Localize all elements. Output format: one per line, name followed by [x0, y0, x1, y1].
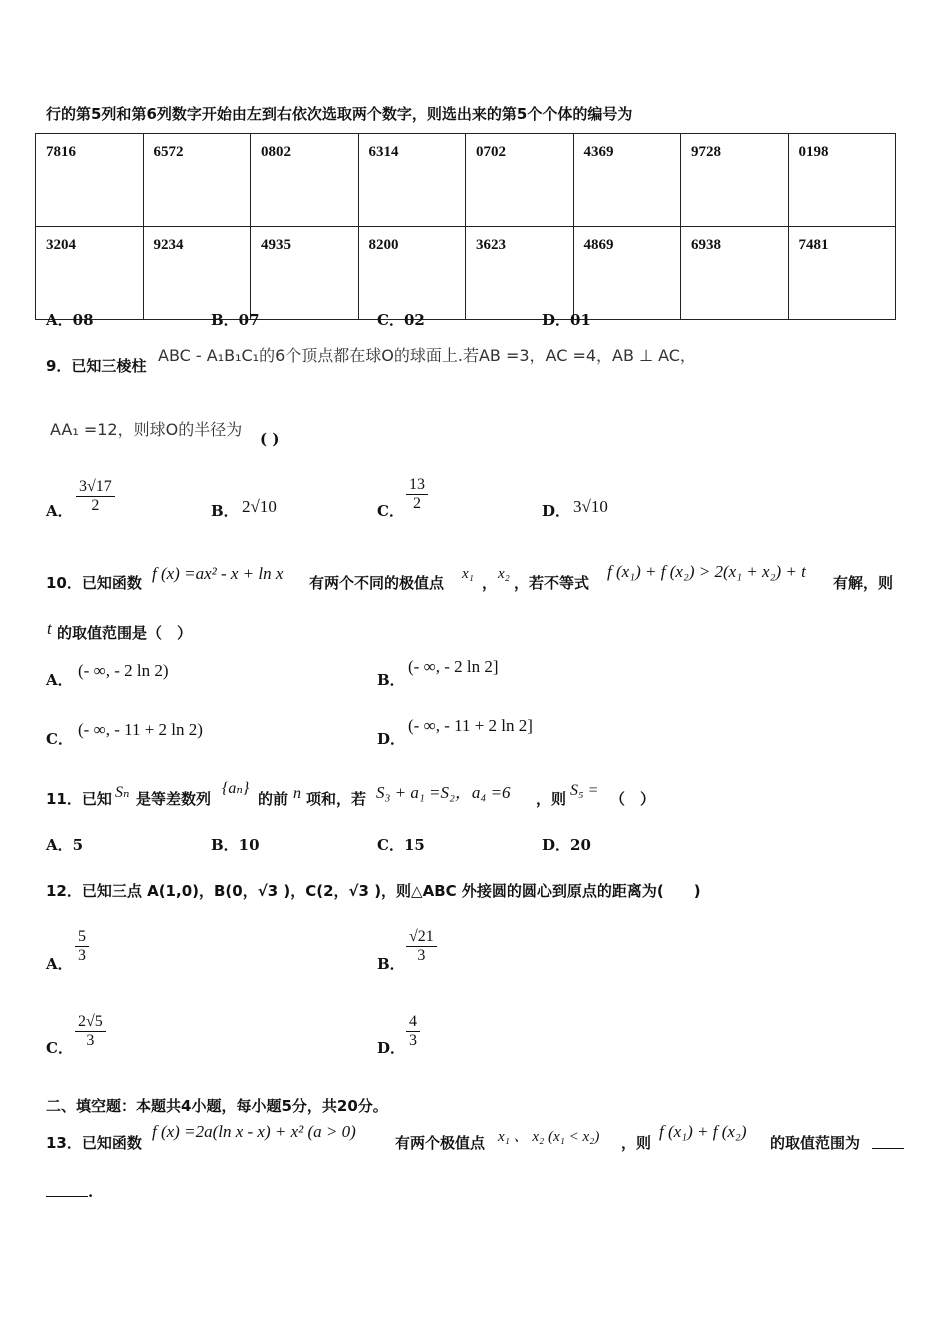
q11-option-c: C．15	[377, 836, 425, 854]
q9-stem-line1: ABC - A₁B₁C₁的6个顶点都在球O的球面上.若AB =3，AC =4，AB ⊥ AC，	[158, 346, 696, 365]
q12-option-a-fraction	[75, 928, 89, 965]
q12-option-a-label: A．	[46, 955, 73, 973]
q8-option-b: B．07	[211, 311, 260, 329]
q9-number: 9．已知三棱柱	[46, 357, 147, 375]
q13-text-1: 有两个极值点	[395, 1134, 486, 1152]
q8-option-d: D．01	[542, 311, 591, 329]
q10-text-4: 的取值范围是（ ）	[57, 624, 193, 642]
q11-s5: S₅ =	[570, 782, 599, 799]
q12-option-b-fraction	[406, 928, 437, 965]
q10-sep: ，	[482, 574, 498, 592]
table-cell: 4935	[251, 227, 359, 320]
q10-x1: x₁	[462, 566, 474, 582]
fraction-numerator: 13	[406, 476, 428, 495]
table-cell: 3204	[36, 227, 144, 320]
q10-inequality: f (x₁) + f (x₂) > 2(x₁ + x₂) + t	[607, 562, 806, 581]
q10-option-b: (- ∞, - 2 ln 2]	[408, 657, 499, 676]
q10-x2: x₂	[498, 566, 510, 582]
q12-option-d-label: D．	[377, 1039, 406, 1057]
fraction-denominator: 3	[86, 1032, 95, 1049]
q10-option-d: (- ∞, - 11 + 2 ln 2]	[408, 716, 533, 735]
q10-text-1: 有两个不同的极值点	[309, 574, 445, 592]
fraction-numerator: 2√5	[75, 1013, 106, 1032]
section-heading: 二、填空题：本题共4小题，每小题5分，共20分。	[46, 1097, 388, 1115]
q9-option-d-value: 3√10	[573, 497, 608, 516]
fraction-denominator: 3	[78, 947, 86, 964]
table-cell: 6572	[143, 134, 251, 227]
q8-option-c: C．02	[377, 311, 425, 329]
table-cell: 0802	[251, 134, 359, 227]
fraction-numerator: 4	[406, 1013, 420, 1032]
fraction-denominator: 3	[417, 947, 426, 964]
table-cell: 7481	[788, 227, 896, 320]
q10-text-3: 有解，则	[833, 574, 894, 592]
q11-number: 11．已知	[46, 790, 112, 808]
q12-option-c-label: C．	[46, 1039, 73, 1057]
table-cell: 8200	[358, 227, 466, 320]
table-cell: 3623	[466, 227, 574, 320]
q13-text-3: 的取值范围为	[770, 1134, 861, 1152]
table-row	[36, 227, 896, 320]
q9-stem-line2: AA₁ =12，则球O的半径为	[50, 420, 243, 439]
q9-option-a-label: A．	[46, 502, 73, 520]
table-cell: 7816	[36, 134, 144, 227]
intro-text: 行的第5列和第6列数字开始由左到右依次选取两个数字，则选出来的第5个个体的编号为	[46, 105, 633, 123]
q9-paren: ( )	[260, 430, 280, 448]
q11-text-3: 项和，若	[306, 790, 367, 808]
q10-option-c: (- ∞, - 11 + 2 ln 2)	[78, 720, 203, 739]
q9-option-b-label: B．	[211, 502, 239, 520]
table-cell: 9728	[681, 134, 789, 227]
q10-option-b-label: B．	[377, 671, 405, 689]
fraction-denominator: 2	[413, 495, 421, 512]
q10-text-2: ，若不等式	[514, 574, 590, 592]
q11-text-4: ，则	[536, 790, 567, 808]
q9-option-d-label: D．	[542, 502, 571, 520]
q11-an: {aₙ}	[222, 780, 250, 797]
table-cell: 6938	[681, 227, 789, 320]
q13-text-2: ，则	[621, 1134, 652, 1152]
q11-n: n	[293, 785, 301, 802]
table-cell: 4369	[573, 134, 681, 227]
q9-option-c-label: C．	[377, 502, 404, 520]
q10-function: f (x) =ax² - x + ln x	[152, 564, 284, 583]
q10-number: 10．已知函数	[46, 574, 142, 592]
q9-option-a-fraction	[76, 478, 115, 515]
table-cell: 4869	[573, 227, 681, 320]
q12-option-b-label: B．	[377, 955, 405, 973]
q10-option-d-label: D．	[377, 730, 406, 748]
q10-option-c-label: C．	[46, 730, 73, 748]
q10-option-a: (- ∞, - 2 ln 2)	[78, 661, 169, 680]
q13-points: x₁ 、 x₂ (x₁ < x₂)	[498, 1129, 600, 1145]
q12-stem: 12．已知三点 A(1,0)，B(0，√3 )，C(2，√3 )，则△ABC 外接圆的圆心到原点的距离为( )	[46, 882, 701, 900]
q13-sum: f (x₁) + f (x₂)	[659, 1122, 747, 1141]
q10-option-a-label: A．	[46, 671, 73, 689]
q11-condition: S₃ + a₁ =S₂，a₄ =6	[376, 783, 511, 802]
fraction-denominator: 2	[91, 497, 100, 514]
q13-end: .	[88, 1183, 94, 1201]
table-cell: 0702	[466, 134, 574, 227]
q11-text-5: （ ）	[610, 790, 656, 808]
fraction-numerator: 3√17	[76, 478, 115, 497]
table-cell: 6314	[358, 134, 466, 227]
fraction-numerator: 5	[75, 928, 89, 947]
answer-blank[interactable]	[872, 1132, 904, 1149]
q8-option-a: A．08	[46, 311, 94, 329]
table-cell: 9234	[143, 227, 251, 320]
q13-number: 13．已知函数	[46, 1134, 142, 1152]
q12-option-d-fraction	[406, 1013, 420, 1050]
fraction-denominator: 3	[409, 1032, 417, 1049]
random-number-table	[35, 133, 896, 320]
table-cell: 0198	[788, 134, 896, 227]
q11-option-a: A．5	[46, 836, 84, 854]
q9-option-c-fraction	[406, 476, 428, 513]
fraction-numerator: √21	[406, 928, 437, 947]
table-row	[36, 134, 896, 227]
q11-option-d: D．20	[542, 836, 591, 854]
q11-text-1: 是等差数列	[136, 790, 212, 808]
q12-option-c-fraction	[75, 1013, 106, 1050]
q11-text-2: 的前	[258, 790, 289, 808]
q11-option-b: B．10	[211, 836, 260, 854]
q11-sn: Sₙ	[115, 784, 130, 801]
answer-blank-continued[interactable]	[46, 1180, 88, 1197]
q13-function: f (x) =2a(ln x - x) + x² (a > 0)	[152, 1122, 356, 1141]
q9-option-b-value: 2√10	[242, 497, 277, 516]
q10-t-var: t	[47, 619, 52, 638]
